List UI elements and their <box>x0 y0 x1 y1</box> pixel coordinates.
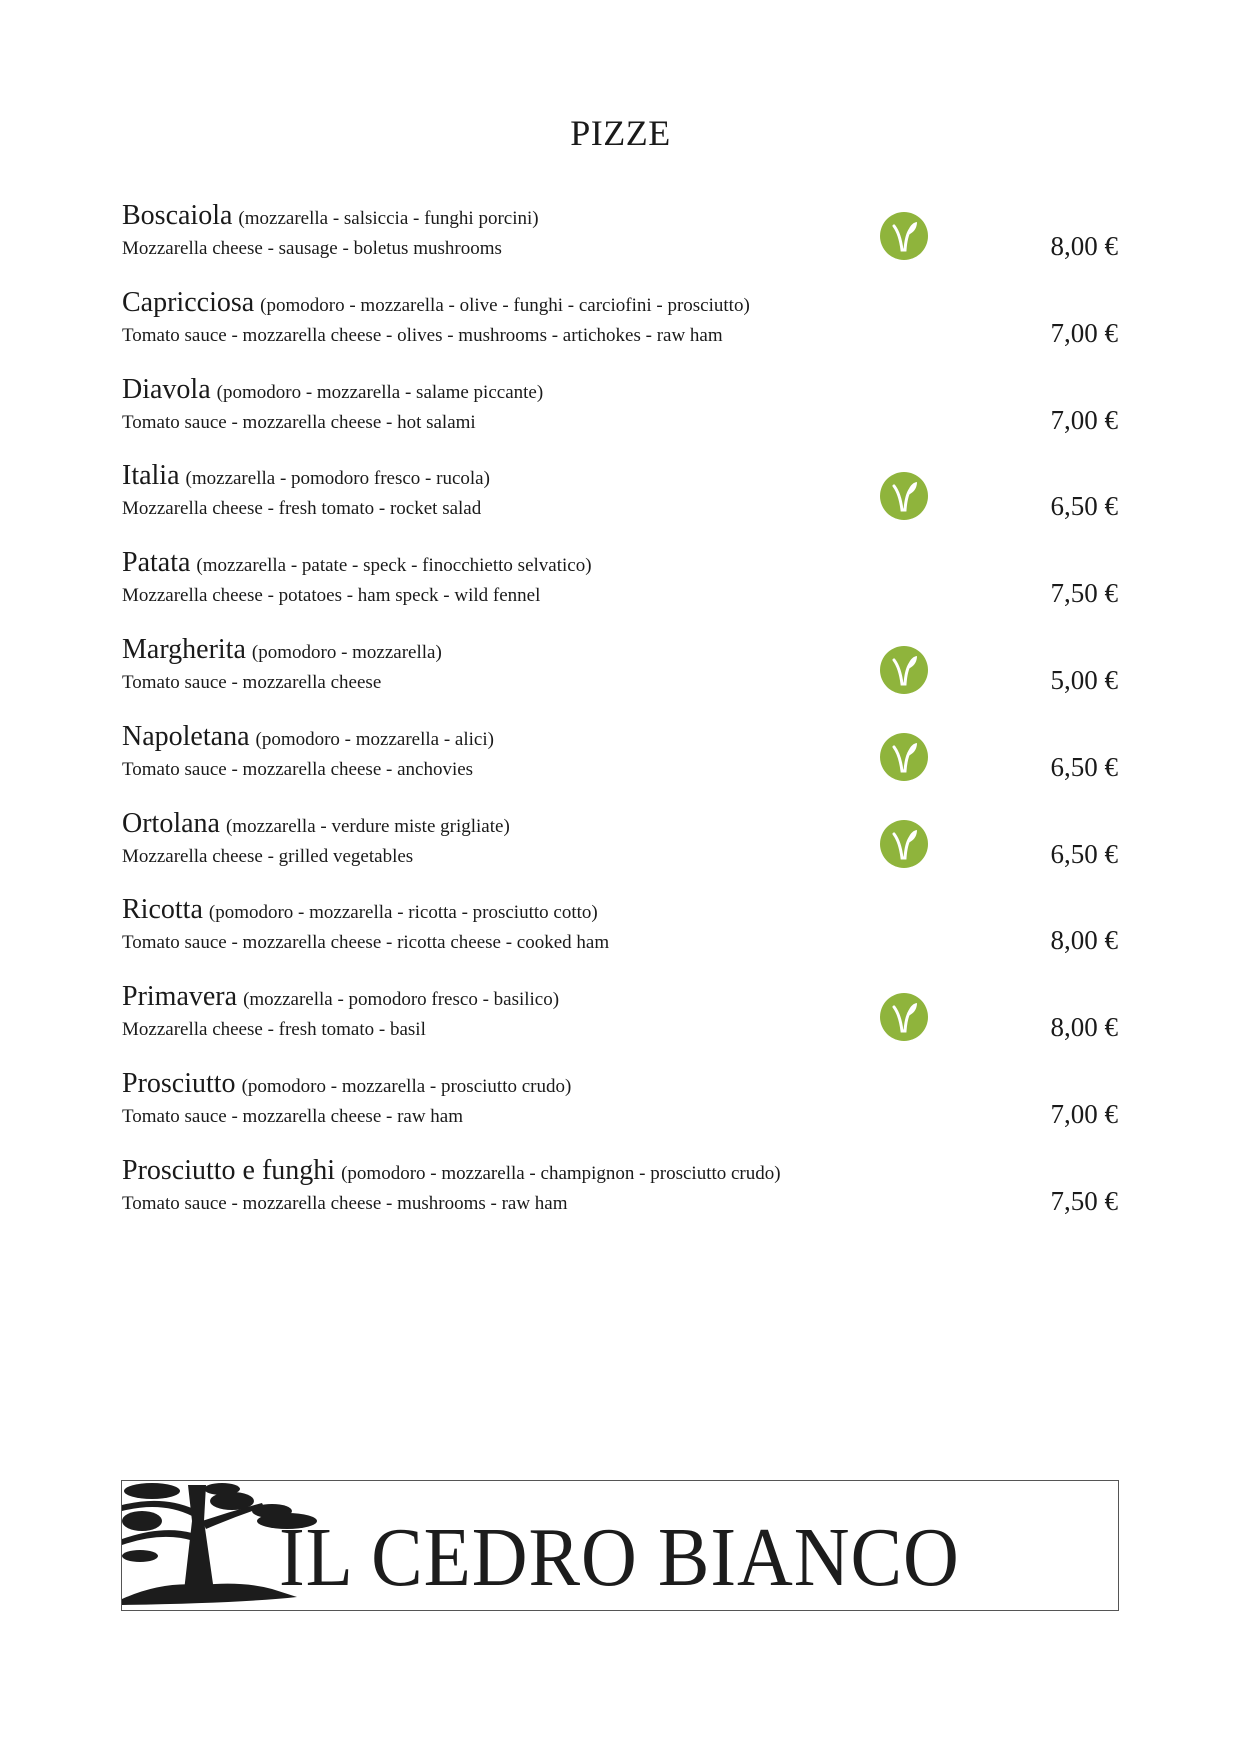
item-ingredients-english: Mozzarella cheese - fresh tomato - rocket salad <box>122 498 482 520</box>
item-ingredients-english: Tomato sauce - mozzarella cheese <box>122 671 382 693</box>
item-title-line <box>122 808 510 840</box>
item-ingredients-italian: (mozzarella - salsiccia - funghi porcini) <box>238 208 539 229</box>
item-ingredients-english: Mozzarella cheese - fresh tomato - basil <box>122 1019 426 1041</box>
item-title-line <box>122 1068 571 1100</box>
item-ingredients-english: Tomato sauce - mozzarella cheese - mushrooms - raw ham <box>122 1192 568 1214</box>
vegetarian-icon <box>880 733 928 781</box>
item-ingredients-italian: (pomodoro - mozzarella - prosciutto crudo) <box>241 1075 572 1097</box>
item-price: 7,00 € <box>1050 1098 1118 1129</box>
menu-item <box>122 287 1118 374</box>
item-price: 6,50 € <box>1050 751 1118 782</box>
vegetarian-icon <box>880 212 928 260</box>
item-name: Ortolana <box>122 807 220 839</box>
item-name: Capricciosa <box>122 286 255 318</box>
vegetarian-icon <box>880 820 928 868</box>
item-price: 8,00 € <box>1050 1012 1118 1043</box>
item-title-line <box>122 287 750 319</box>
item-ingredients-english: Tomato sauce - mozzarella cheese - olives - mushrooms - artichokes - raw ham <box>122 324 723 346</box>
item-title-line <box>122 981 559 1013</box>
vegetarian-icon <box>880 993 928 1041</box>
item-price: 6,50 € <box>1050 491 1118 522</box>
menu-item <box>122 634 1118 721</box>
item-price: 5,00 € <box>1050 664 1118 695</box>
restaurant-logo <box>121 1480 1119 1611</box>
item-price: 7,00 € <box>1050 317 1118 348</box>
item-ingredients-english: Tomato sauce - mozzarella cheese - raw ham <box>122 1105 464 1127</box>
item-title-line <box>122 1155 781 1187</box>
menu-item <box>122 721 1118 808</box>
menu-list <box>122 200 1118 1242</box>
menu-item <box>122 981 1118 1068</box>
item-name: Prosciutto e funghi <box>122 1154 336 1186</box>
menu-item <box>122 1155 1118 1242</box>
item-ingredients-english: Mozzarella cheese - grilled vegetables <box>122 845 414 867</box>
logo-text: IL CEDRO BIANCO <box>279 1511 960 1604</box>
item-ingredients-english: Tomato sauce - mozzarella cheese - ricotta cheese - cooked ham <box>122 932 610 954</box>
item-price: 7,50 € <box>1050 1185 1118 1216</box>
item-ingredients-english: Mozzarella cheese - potatoes - ham speck - wild fennel <box>122 585 541 607</box>
item-price: 8,00 € <box>1050 925 1118 956</box>
item-ingredients-italian: (pomodoro - mozzarella - ricotta - prosciutto cotto) <box>208 902 598 924</box>
item-name: Primavera <box>122 981 238 1013</box>
item-name: Prosciutto <box>122 1067 236 1099</box>
menu-item <box>122 460 1118 547</box>
item-title-line <box>122 374 543 406</box>
item-ingredients-italian: (mozzarella - pomodoro fresco - basilico) <box>243 989 560 1011</box>
item-price: 7,50 € <box>1050 578 1118 609</box>
item-ingredients-italian: (pomodoro - mozzarella) <box>251 641 442 663</box>
item-price: 8,00 € <box>1050 231 1118 261</box>
item-ingredients-italian: (pomodoro - mozzarella - champignon - prosciutto crudo) <box>341 1162 781 1184</box>
menu-item <box>122 894 1118 981</box>
item-ingredients-italian: (pomodoro - mozzarella - salame piccante) <box>216 381 544 403</box>
menu-item <box>122 200 1118 287</box>
item-ingredients-italian: (mozzarella - patate - speck - finocchietto selvatico) <box>196 555 592 577</box>
item-price: 7,00 € <box>1050 404 1118 435</box>
item-name: Patata <box>122 547 191 579</box>
item-title-line <box>122 200 539 232</box>
menu-item <box>122 547 1118 634</box>
item-name: Margherita <box>122 633 246 665</box>
item-ingredients-italian: (mozzarella - verdure miste grigliate) <box>225 815 510 837</box>
menu-item <box>122 1068 1118 1155</box>
vegetarian-icon <box>880 472 928 520</box>
item-ingredients-english: Tomato sauce - mozzarella cheese - hot salami <box>122 411 476 433</box>
vegetarian-icon <box>880 646 928 694</box>
item-title-line <box>122 721 494 753</box>
item-title-line <box>122 634 442 666</box>
item-title-line <box>122 894 598 926</box>
item-ingredients-italian: (pomodoro - mozzarella - alici) <box>255 728 494 750</box>
item-ingredients-italian: (mozzarella - pomodoro fresco - rucola) <box>185 468 490 490</box>
menu-item <box>122 808 1118 895</box>
item-ingredients-english: Mozzarella cheese - sausage - boletus mushrooms <box>122 238 502 259</box>
menu-item <box>122 374 1118 461</box>
item-price: 6,50 € <box>1050 838 1118 869</box>
item-ingredients-italian: (pomodoro - mozzarella - olive - funghi - carciofini - prosciutto) <box>260 294 750 316</box>
item-title-line <box>122 547 592 579</box>
item-name: Diavola <box>122 373 211 405</box>
item-name: Ricotta <box>122 894 203 926</box>
item-name: Napoletana <box>122 720 250 752</box>
item-title-line <box>122 460 490 492</box>
item-name: Italia <box>122 460 180 492</box>
item-ingredients-english: Tomato sauce - mozzarella cheese - anchovies <box>122 758 474 780</box>
item-name: Boscaiola <box>122 200 233 231</box>
page-title: PIZZE <box>570 113 671 153</box>
